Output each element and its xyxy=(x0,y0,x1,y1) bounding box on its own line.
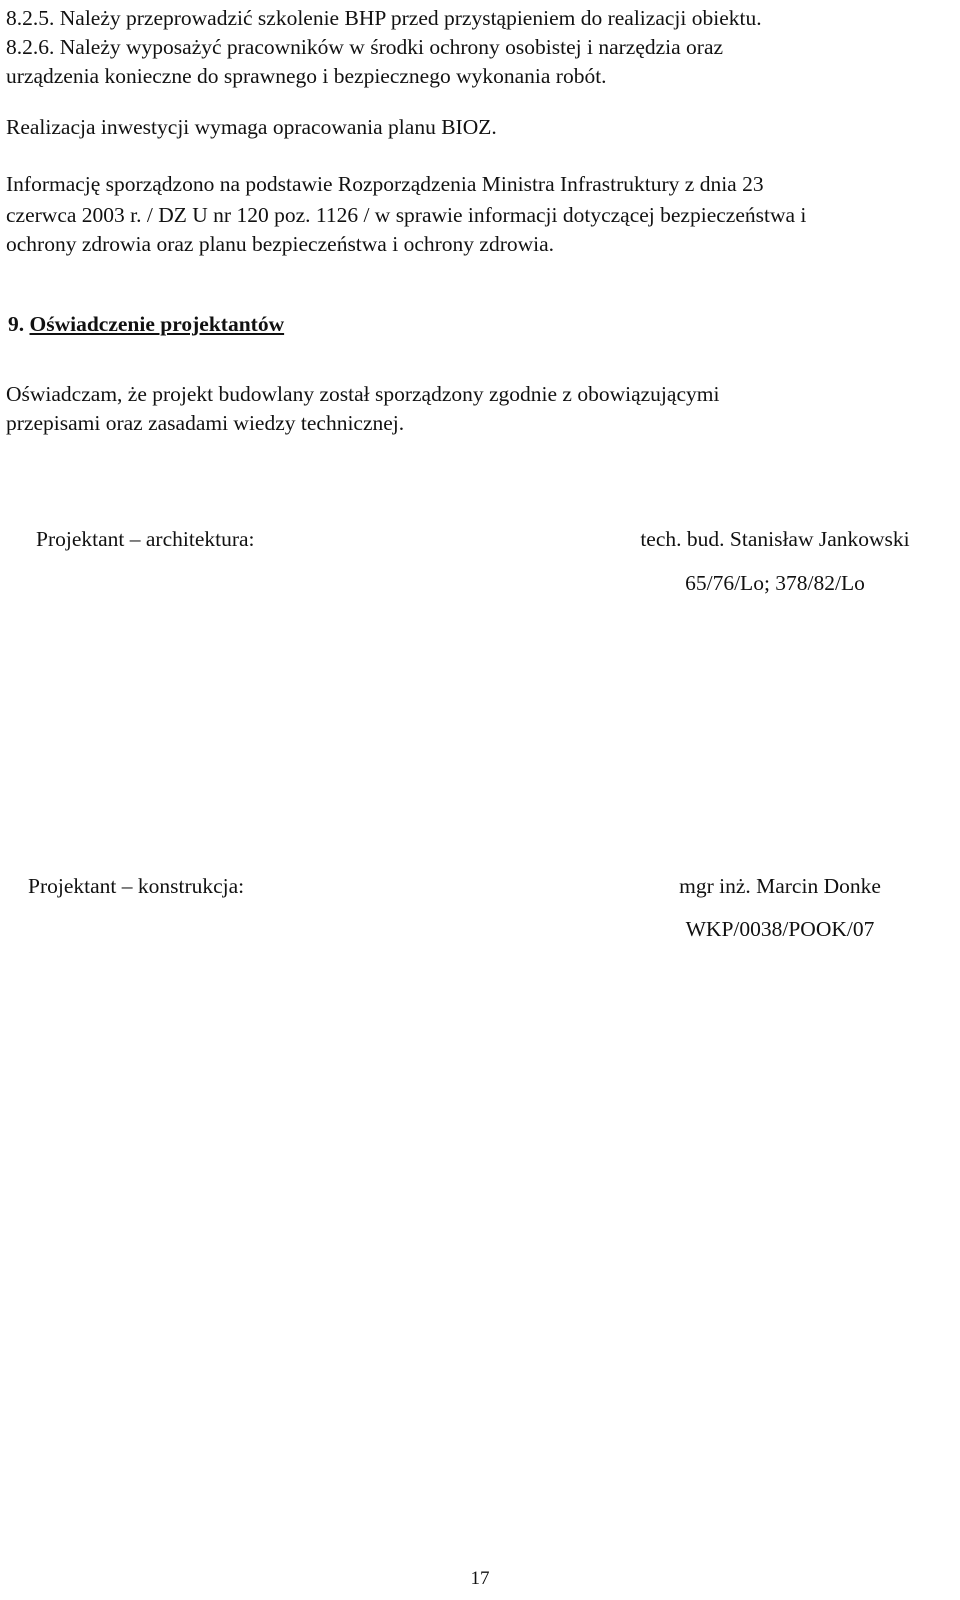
item-8-2-5: 8.2.5. Należy przeprowadzić szkolenie BHP przed przystąpieniem do realizacji obiektu. xyxy=(6,6,762,30)
designer-construction-signature xyxy=(640,872,920,944)
section-heading xyxy=(8,310,284,339)
bioz-sentence: Realizacja inwestycji wymaga opracowania planu BIOZ. xyxy=(6,115,497,139)
designer-architecture-license: 65/76/Lo; 378/82/Lo xyxy=(685,571,865,595)
designer-architecture-role: Projektant – architektura: xyxy=(36,527,255,551)
designer-construction-role: Projektant – konstrukcja: xyxy=(28,874,245,898)
designer-construction-name: mgr inż. Marcin Donke xyxy=(679,874,881,898)
info-paragraph-line2: czerwca 2003 r. / DZ U nr 120 poz. 1126 / w sprawie informacji dotyczącej bezpieczeństwa i xyxy=(6,203,807,227)
section-number: 9. xyxy=(8,312,25,336)
designer-architecture-name: tech. bud. Stanisław Jankowski xyxy=(640,527,910,551)
designer-construction-license: WKP/0038/POOK/07 xyxy=(685,917,875,941)
info-paragraph-line1: Informację sporządzono na podstawie Rozporządzenia Ministra Infrastruktury z dnia 23 xyxy=(6,172,764,196)
info-paragraph-line3: ochrony zdrowia oraz planu bezpieczeństwa i ochrony zdrowia. xyxy=(6,232,555,256)
section-title: Oświadczenie projektantów xyxy=(29,312,285,336)
item-8-2-6-line2: urządzenia konieczne do sprawnego i bezpiecznego wykonania robót. xyxy=(6,64,607,88)
declaration-line1: Oświadczam, że projekt budowlany został sporządzony zgodnie z obowiązującymi xyxy=(6,382,720,406)
page-number: 17 xyxy=(470,1568,490,1589)
declaration-line2: przepisami oraz zasadami wiedzy technicznej. xyxy=(6,411,405,435)
item-8-2-6-line1: 8.2.6. Należy wyposażyć pracowników w środki ochrony osobistej i narzędzia oraz xyxy=(6,35,724,59)
designer-architecture-signature xyxy=(612,525,938,598)
